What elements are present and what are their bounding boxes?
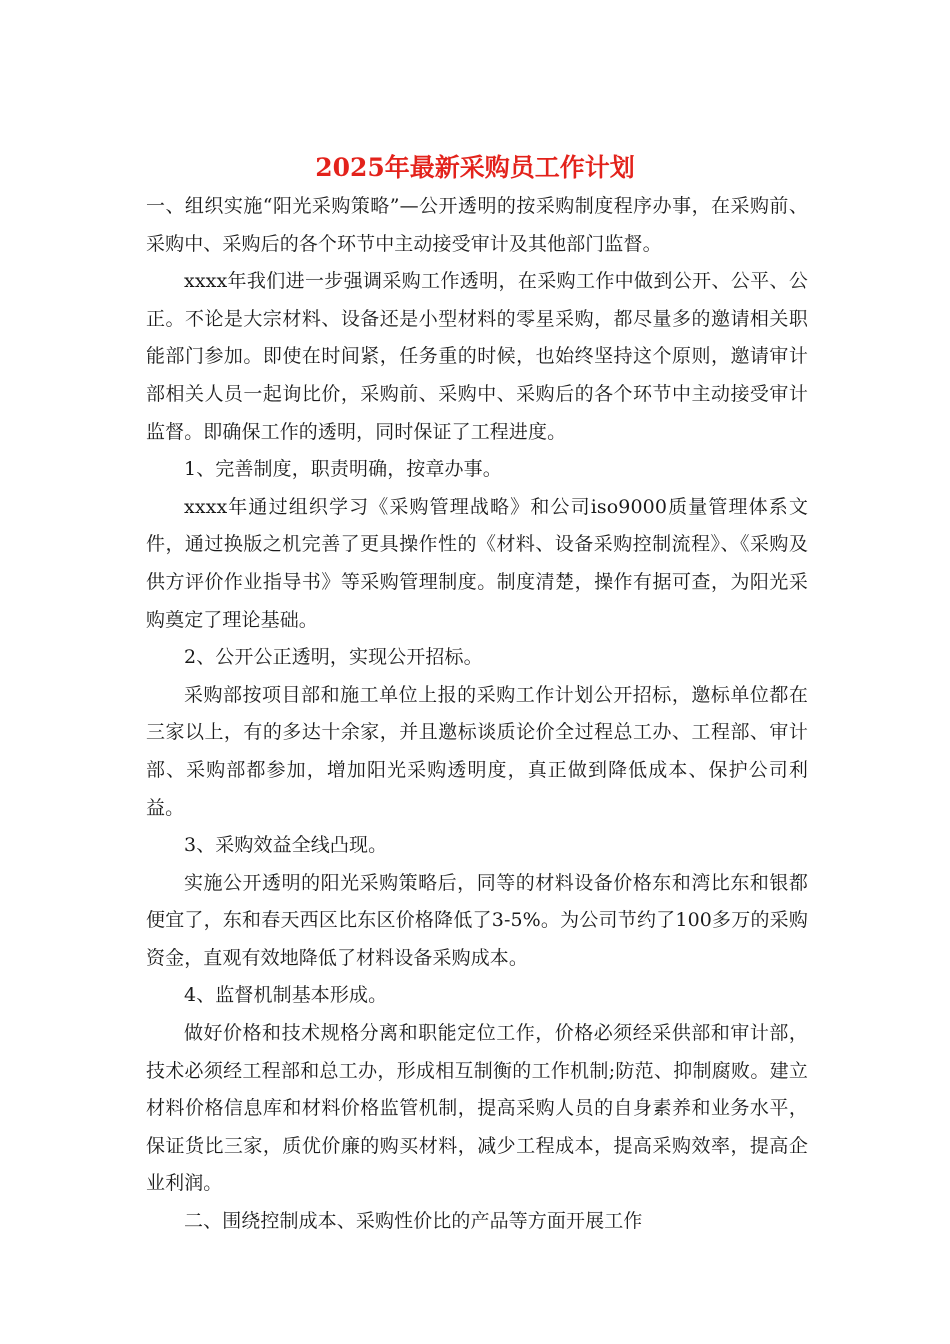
paragraph-item-4-body: 做好价格和技术规格分离和职能定位工作，价格必须经采供部和审计部，技术必须经工程部和总工办，形成相互制衡的工作机制;防范、抑制腐败。建立材料价格信息库和材料价格监管机制，提高采购人员的自身素养和业务水平，保证货比三家，质优价廉的购买材料，减少工程成本，提高采购效率，提高企业利润。 xyxy=(146,1022,808,1195)
paragraph-section-one-heading: 一、组织实施“阳光采购策略”—公开透明的按采购制度程序办事，在采购前、采购中、采购后的各个环节中主动接受审计及其他部门监督。 xyxy=(146,195,808,255)
document-body xyxy=(146,188,808,1241)
paragraph-section-two-heading: 二、围绕控制成本、采购性价比的产品等方面开展工作 xyxy=(184,1210,643,1233)
paragraph-item-1-body: xxxx年通过组织学习《采购管理战略》和公司iso9000质量管理体系文件，通过换版之机完善了更具操作性的《材料、设备采购控制流程》、《采购及供方评价作业指导书》等采购管理制度。制度清楚，操作有据可查，为阳光采购奠定了理论基础。 xyxy=(146,495,808,631)
paragraph-item-4-heading: 4、监督机制基本形成。 xyxy=(184,984,388,1007)
paragraph-item-3-body: 实施公开透明的阳光采购策略后，同等的材料设备价格东和湾比东和银都便宜了，东和春天西区比东区价格降低了3-5%。为公司节约了100多万的采购资金，直观有效地降低了材料设备采购成本。 xyxy=(146,871,808,969)
paragraph-item-2-body: 采购部按项目部和施工单位上报的采购工作计划公开招标，邀标单位都在三家以上，有的多达十余家，并且邀标谈质论价全过程总工办、工程部、审计部、采购部都参加，增加阳光采购透明度，真正做到降低成本、保护公司利益。 xyxy=(146,683,808,819)
paragraph-item-3-heading: 3、采购效益全线凸现。 xyxy=(184,834,388,857)
paragraph-transparency: xxxx年我们进一步强调采购工作透明，在采购工作中做到公开、公平、公正。不论是大宗材料、设备还是小型材料的零星采购，都尽量多的邀请相关职能部门参加。即使在时间紧，任务重的时候，也始终坚持这个原则，邀请审计部相关人员一起询比价，采购前、采购中、采购后的各个环节中主动接受审计监督。即确保工作的透明，同时保证了工程进度。 xyxy=(146,270,808,443)
document-title: 2025年最新采购员工作计划 xyxy=(315,153,635,182)
paragraph-item-2-heading: 2、公开公正透明，实现公开招标。 xyxy=(184,646,483,669)
paragraph-item-1-heading: 1、完善制度，职责明确，按章办事。 xyxy=(184,458,502,481)
